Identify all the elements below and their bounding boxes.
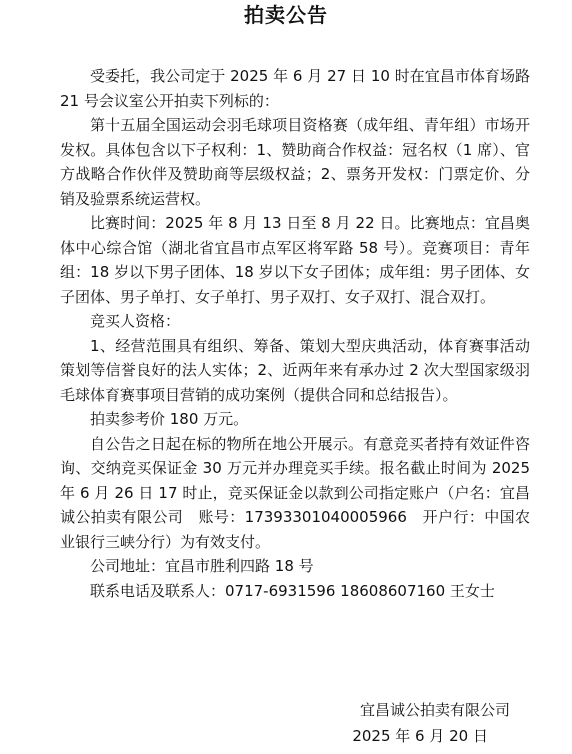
paragraph-company-address: 公司地址：宜昌市胜利四路 18 号 (90, 557, 314, 575)
signature-company: 宜昌诚公拍卖有限公司 (359, 701, 510, 719)
paragraph-bidder-qualification-heading: 竞买人资格： (90, 312, 181, 330)
paragraph-reference-price: 拍卖参考价 180 万元。 (90, 410, 249, 428)
paragraph-intro: 受委托，我公司定于 2025 年 6 月 27 日 10 时在宜昌市体育场路 21 号会议室公开拍卖下列标的： (60, 67, 530, 110)
signature-date: 2025 年 6 月 20 日 (352, 727, 488, 745)
paragraph-contact: 联系电话及联系人：0717-6931596 18608607160 王女士 (90, 581, 495, 600)
document-body (60, 64, 530, 603)
paragraph-event-details: 比赛时间：2025 年 8 月 13 日至 8 月 22 日。比赛地点：宜昌奥体中心综合馆（湖北省宜昌市点军区将军路 58 号）。竞赛项目：青年组：18 岁以下男子团体、18 岁以下女子团体；成年组：男子团体、女子团体、男子单打、女子单打、男子双打、女子双打、混合双打。 (60, 214, 530, 306)
paragraph-auction-object: 第十五届全国运动会羽毛球项目资格赛（成年组、青年组）市场开发权。具体包含以下子权利：1、赞助商合作权益：冠名权（1 席）、官方战略合作伙伴及赞助商等层级权益；2、票务开发权：门票定价、分销及验票系统运营权。 (60, 116, 530, 208)
paragraph-registration: 自公告之日起在标的物所在地公开展示。有意竞买者持有效证件咨询、交纳竞买保证金 30 万元并办理竞买手续。报名截止时间为 2025 年 6 月 26 日 17 时止，竞买保证金以款到公司指定账户（户名：宜昌诚公拍卖有限公司 账号：17393301040005966 开户行：中国农业银行三峡分行）为有效支付。 (60, 434, 530, 551)
signature-block (310, 697, 510, 749)
document-title: 拍卖公告 (244, 3, 328, 27)
paragraph-bidder-qualification: 1、经营范围具有组织、筹备、策划大型庆典活动，体育赛事活动策划等信誉良好的法人实体；2、近两年来有承办过 2 次大型国家级羽毛球体育赛事项目营销的成功案例（提供合同和总结报告）。 (60, 336, 530, 404)
